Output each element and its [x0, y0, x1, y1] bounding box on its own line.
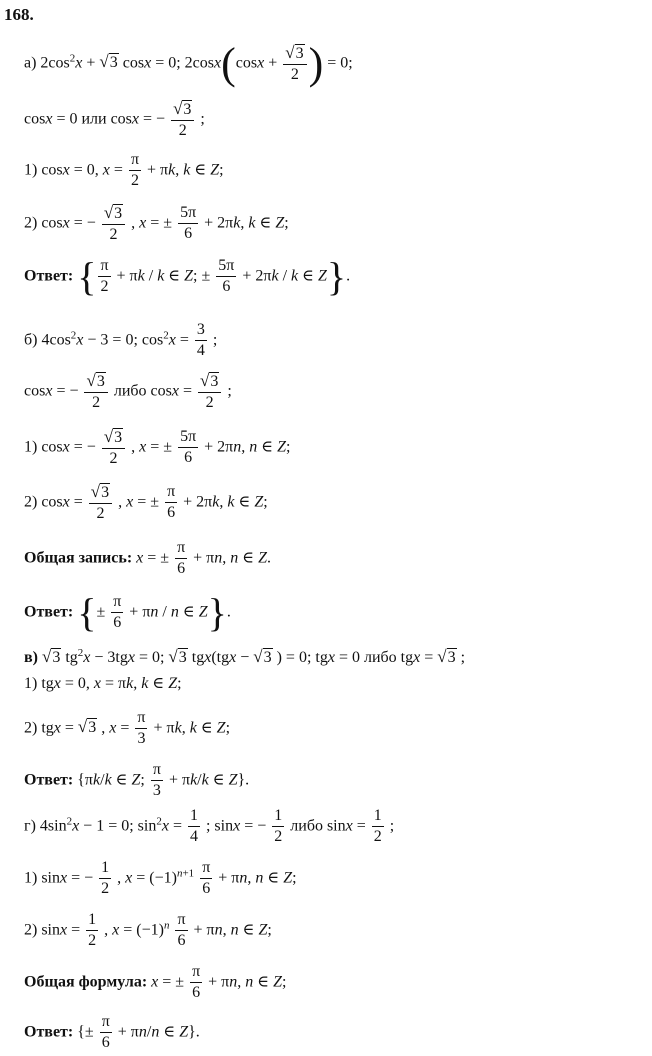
line-b-solution-2: 2) cosx = $\frac{√3}{2}$ , x = ± $\frac{\pi}{6}$ + 2πk, k ∈ Z;	[24, 482, 268, 522]
line-g-equation: г) $4\sin^2x - 1 = 0$; $\sin^2x$ = $\frac{1}{4}$ ; sinx = − $\frac{1}{2}$ либо sinx = $\frac{1}{2}$ ;	[24, 807, 395, 845]
line-b-equation: б) $4\cos^2x - 3 = 0$; $\cos^2x$ = $\frac{3}{4}$ ;	[24, 321, 218, 359]
line-a-solution-1: 1) cosx = 0, x = $\frac{\pi}{2}$ + πk, k ∈ Z;	[24, 151, 224, 189]
line-v-solution-1: 1) tgx = 0, x = πk, k ∈ Z;	[24, 675, 182, 692]
answer-label: Ответ:	[24, 1023, 74, 1041]
line-b-answer: Ответ: {± $\frac{\pi}{6}$ + πn / n ∈ Z}.	[24, 589, 231, 635]
line-a-cases: cosx = 0 или cosx = − $\frac{√3}{2}$ ;	[24, 99, 205, 139]
line-b-cases: cosx = − $\frac{√3}{2}$ либо cosx = $\frac{√3}{2}$ ;	[24, 371, 232, 411]
line-g-answer: Ответ: {± $\frac{\pi}{6}$ + πn/n ∈ Z}.	[24, 1013, 200, 1051]
line-a-equation: a) $2\cos^2x + √3$ cosx = 0; 2cosx(cosx + $\frac{√3}{2}$ ) = 0;	[24, 39, 353, 88]
line-v-equation: в) √3 $tg^2x - 3tgx = 0$; √3 tgx(tgx − √3 ) = 0; tgx = 0 либо tgx = √3 ;	[24, 647, 466, 666]
line-v-answer: Ответ: {πk/k ∈ Z; $\frac{\pi}{3}$ + πk/k ∈ Z}.	[24, 761, 250, 799]
answer-label: Ответ:	[24, 267, 74, 285]
line-g-general: Общая формула: x = ± $\frac{\pi}{6}$ + πn, n ∈ Z;	[24, 963, 287, 1001]
general-formula-label: Общая формула:	[24, 973, 148, 991]
line-g-solution-1: 1) sinx = − $\frac{1}{2}$ , $x = (-1)^{n+1}$ $\frac{\pi}{6}$ + πn, n ∈ Z;	[24, 859, 297, 897]
line-b-general: Общая запись: x = ± $\frac{\pi}{6}$ + πn, n ∈ Z.	[24, 539, 272, 577]
line-a-solution-2: 2) cosx = − $\frac{√3}{2}$ , x = ± $\frac{5\pi}{6}$ + 2πk, k ∈ Z;	[24, 203, 289, 243]
answer-label: Ответ:	[24, 771, 74, 789]
line-b-solution-1: 1) cosx = − $\frac{√3}{2}$ , x = ± $\frac{5\pi}{6}$ + 2πn, n ∈ Z;	[24, 427, 291, 467]
line-v-solution-2: 2) tgx = √3 , x = $\frac{\pi}{3}$ + πk, k ∈ Z;	[24, 709, 231, 747]
general-record-label: Общая запись:	[24, 549, 133, 567]
line-a-answer: Ответ: { $\frac{\pi}{2}$ + πk / k ∈ Z; ± $\frac{5\pi}{6}$ + 2πk / k ∈ Z}.	[24, 253, 351, 299]
problem-number: 168.	[4, 5, 34, 24]
line-g-solution-2: 2) sinx = $\frac{1}{2}$ , $x = (-1)^n$ $\frac{\pi}{6}$ + πn, n ∈ Z;	[24, 911, 272, 949]
answer-label: Ответ:	[24, 603, 74, 621]
